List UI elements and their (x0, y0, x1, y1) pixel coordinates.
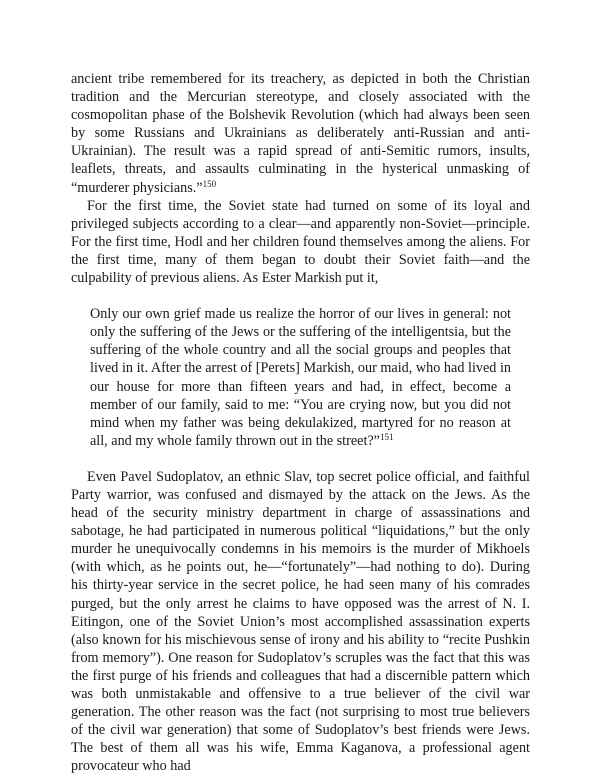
paragraph-continuation (71, 70, 530, 197)
paragraph-text: ancient tribe remembered for its treachery, as depicted in both the Christian tradition and the Mercurian stereotype, and closely associated with the cosmopolitan phase of the Bolshevik Revolution (which had always been seen by some Russians and Ukrainians as deliberately anti-Russian and anti-Ukrainian). The result was a rapid spread of anti-Semitic rumors, insults, leaflets, threats, and assaults culminating in the hysterical unmasking of “murderer physicians.” (71, 71, 530, 196)
footnote-marker[interactable]: 150 (202, 178, 217, 189)
document-page (71, 70, 530, 775)
paragraph-text: For the first time, the Soviet state had turned on some of its loyal and privileged subjects according to a clear—and apparently non-Soviet—principle. For the first time, Hodl and her children found themselves among the aliens. For the first time, many of them began to doubt their Soviet faith—and the culpability of previous aliens. As Ester Markish put it, (71, 197, 530, 287)
quote-text: Only our own grief made us realize the horror of our lives in general: not only the suffering of the Jews or the suffering of the intelligentsia, but the suffering of the whole country and all the social groups and peoples that lived in it. After the arrest of [Perets] Markish, our maid, who had lived in our house for more than fifteen years and had, in effect, become a member of our family, said to me: “You are crying now, but you did not mind when my father was being dekulakized, martyred for no reason at all, and my whole family thrown out in the street?” (90, 306, 511, 449)
quote-paragraph (90, 305, 511, 450)
paragraph (71, 197, 530, 287)
paragraph (71, 468, 530, 776)
block-quote (90, 305, 511, 450)
footnote-marker[interactable]: 151 (379, 431, 394, 442)
paragraph-text: Even Pavel Sudoplatov, an ethnic Slav, top secret police official, and faithful Party warrior, was confused and dismayed by the attack on the Jews. As the head of the security ministry department in charge of assassinations and sabotage, he had participated in numerous political “liquidations,” but the only murder he unequivocally condemns in his memoirs is the murder of Mikhoels (with which, as he points out, he—“fortunately”—had nothing to do). During his thirty-year service in the secret police, he had seen many of his comrades purged, but the only arrest he claims to have opposed was the arrest of N. I. Eitingon, one of the Soviet Union’s most accomplished assassination experts (also known for his mischievous sense of irony and his ability to “recite Pushkin from memory”). One reason for Sudoplatov’s scruples was the fact that this was the first purge of his friends and colleagues that had a discernible pattern which was both unmistakable and offensive to a true believer of the civil war generation. The other reason was the fact (not surprising to most true believers of the civil war generation) that some of Sudoplatov’s best friends were Jews. The best of them all was his wife, Emma Kaganova, a professional agent provocateur who had (71, 468, 530, 775)
